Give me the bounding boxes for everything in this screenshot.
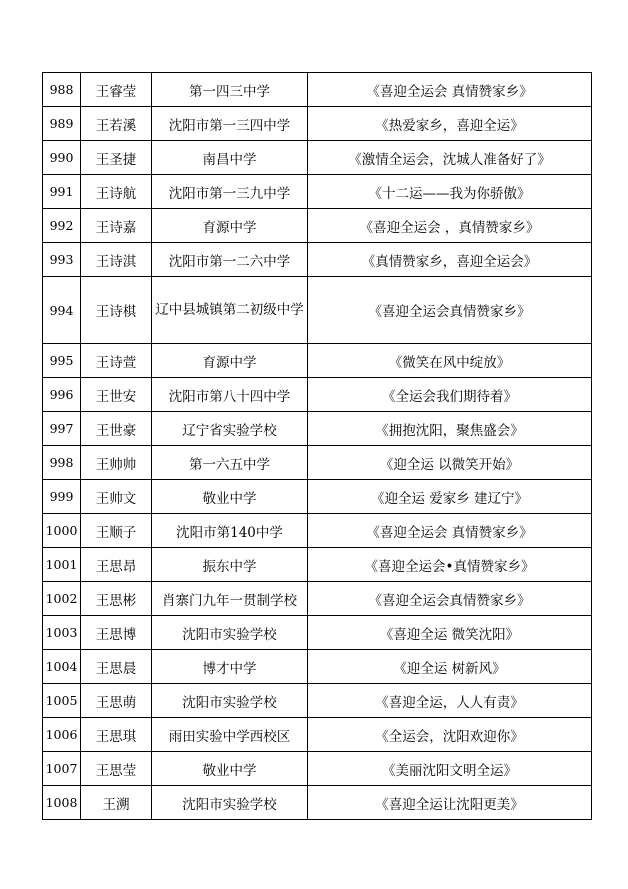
entry-number: 988 (43, 73, 81, 107)
school-name: 沈阳市第一二六中学 (152, 243, 308, 277)
work-title: 《迎全运 树新风》 (308, 650, 592, 684)
table-row (43, 480, 592, 514)
student-name: 王诗棋 (81, 277, 152, 344)
school-name: 第一六五中学 (152, 446, 308, 480)
student-name: 王思莹 (81, 752, 152, 786)
work-title: 《喜迎全运会 ，真情赞家乡》 (308, 209, 592, 243)
school-name: 博才中学 (152, 650, 308, 684)
work-title: 《喜迎全运，人人有责》 (308, 684, 592, 718)
entry-number: 998 (43, 446, 81, 480)
entry-number: 993 (43, 243, 81, 277)
school-name: 沈阳市实验学校 (152, 684, 308, 718)
table-row (43, 175, 592, 209)
work-title: 《美丽沈阳文明全运》 (308, 752, 592, 786)
table-row (43, 344, 592, 378)
table-row (43, 107, 592, 141)
student-name: 王思萌 (81, 684, 152, 718)
table-row (43, 73, 592, 107)
table-row (43, 582, 592, 616)
entry-number: 1006 (43, 718, 81, 752)
work-title: 《喜迎全运会真情赞家乡》 (308, 277, 592, 344)
table-row (43, 277, 592, 344)
entry-number: 997 (43, 412, 81, 446)
entry-number: 1007 (43, 752, 81, 786)
work-title: 《全运会，沈阳欢迎你》 (308, 718, 592, 752)
school-name: 辽中县城镇第二初级中学 (152, 277, 308, 344)
school-name: 辽宁省实验学校 (152, 412, 308, 446)
entry-number: 990 (43, 141, 81, 175)
table-row (43, 243, 592, 277)
school-name: 沈阳市实验学校 (152, 786, 308, 820)
work-title: 《微笑在风中绽放》 (308, 344, 592, 378)
table-row (43, 548, 592, 582)
school-name: 第一四三中学 (152, 73, 308, 107)
table-row (43, 514, 592, 548)
entry-number: 999 (43, 480, 81, 514)
student-name: 王诗嘉 (81, 209, 152, 243)
work-title: 《迎全运 爱家乡 建辽宁》 (308, 480, 592, 514)
school-name: 沈阳市第一三九中学 (152, 175, 308, 209)
entry-number: 1003 (43, 616, 81, 650)
student-name: 王溯 (81, 786, 152, 820)
student-name: 王睿莹 (81, 73, 152, 107)
work-title: 《迎全运 以微笑开始》 (308, 446, 592, 480)
table-row (43, 209, 592, 243)
table-row (43, 786, 592, 820)
student-name: 王诗萱 (81, 344, 152, 378)
student-name: 王世豪 (81, 412, 152, 446)
table-row (43, 141, 592, 175)
school-name: 敬业中学 (152, 752, 308, 786)
student-name: 王思昂 (81, 548, 152, 582)
school-name: 育源中学 (152, 344, 308, 378)
entry-number: 992 (43, 209, 81, 243)
work-title: 《拥抱沈阳，聚焦盛会》 (308, 412, 592, 446)
entry-number: 989 (43, 107, 81, 141)
entry-number: 1004 (43, 650, 81, 684)
student-name: 王帅文 (81, 480, 152, 514)
table-row (43, 684, 592, 718)
entry-number: 995 (43, 344, 81, 378)
table-row (43, 650, 592, 684)
student-name: 王诗淇 (81, 243, 152, 277)
student-name: 王帅帅 (81, 446, 152, 480)
table-row (43, 752, 592, 786)
work-title: 《激情全运会，沈城人准备好了》 (308, 141, 592, 175)
school-name: 沈阳市第一三四中学 (152, 107, 308, 141)
entry-number: 1005 (43, 684, 81, 718)
work-title: 《真情赞家乡，喜迎全运会》 (308, 243, 592, 277)
table-row (43, 378, 592, 412)
work-title: 《热爱家乡，喜迎全运》 (308, 107, 592, 141)
student-name: 王诗航 (81, 175, 152, 209)
student-name: 王思博 (81, 616, 152, 650)
student-name: 王若溪 (81, 107, 152, 141)
work-title: 《喜迎全运会 真情赞家乡》 (308, 514, 592, 548)
entry-number: 994 (43, 277, 81, 344)
student-name: 王思晨 (81, 650, 152, 684)
entry-number: 1001 (43, 548, 81, 582)
student-name: 王思彬 (81, 582, 152, 616)
entry-number: 996 (43, 378, 81, 412)
entry-number: 1000 (43, 514, 81, 548)
table-row (43, 718, 592, 752)
school-name: 育源中学 (152, 209, 308, 243)
table-row (43, 412, 592, 446)
school-name: 沈阳市第八十四中学 (152, 378, 308, 412)
entry-number: 991 (43, 175, 81, 209)
school-name: 雨田实验中学西校区 (152, 718, 308, 752)
school-name: 南昌中学 (152, 141, 308, 175)
school-name: 敬业中学 (152, 480, 308, 514)
work-title: 《喜迎全运会真情赞家乡》 (308, 582, 592, 616)
work-title: 《喜迎全运会•真情赞家乡》 (308, 548, 592, 582)
work-title: 《全运会我们期待着》 (308, 378, 592, 412)
entry-number: 1002 (43, 582, 81, 616)
work-title: 《十二运——我为你骄傲》 (308, 175, 592, 209)
table-row (43, 616, 592, 650)
work-title: 《喜迎全运 微笑沈阳》 (308, 616, 592, 650)
school-name: 肖寨门九年一贯制学校 (152, 582, 308, 616)
school-name: 振东中学 (152, 548, 308, 582)
student-name: 王思琪 (81, 718, 152, 752)
student-name: 王圣捷 (81, 141, 152, 175)
student-name: 王世安 (81, 378, 152, 412)
work-title: 《喜迎全运让沈阳更美》 (308, 786, 592, 820)
school-name: 沈阳市第140中学 (152, 514, 308, 548)
roster-body (43, 73, 592, 820)
student-name: 王顺子 (81, 514, 152, 548)
table-row (43, 446, 592, 480)
work-title: 《喜迎全运会 真情赞家乡》 (308, 73, 592, 107)
entry-number: 1008 (43, 786, 81, 820)
school-name: 沈阳市实验学校 (152, 616, 308, 650)
roster-table (42, 72, 592, 820)
